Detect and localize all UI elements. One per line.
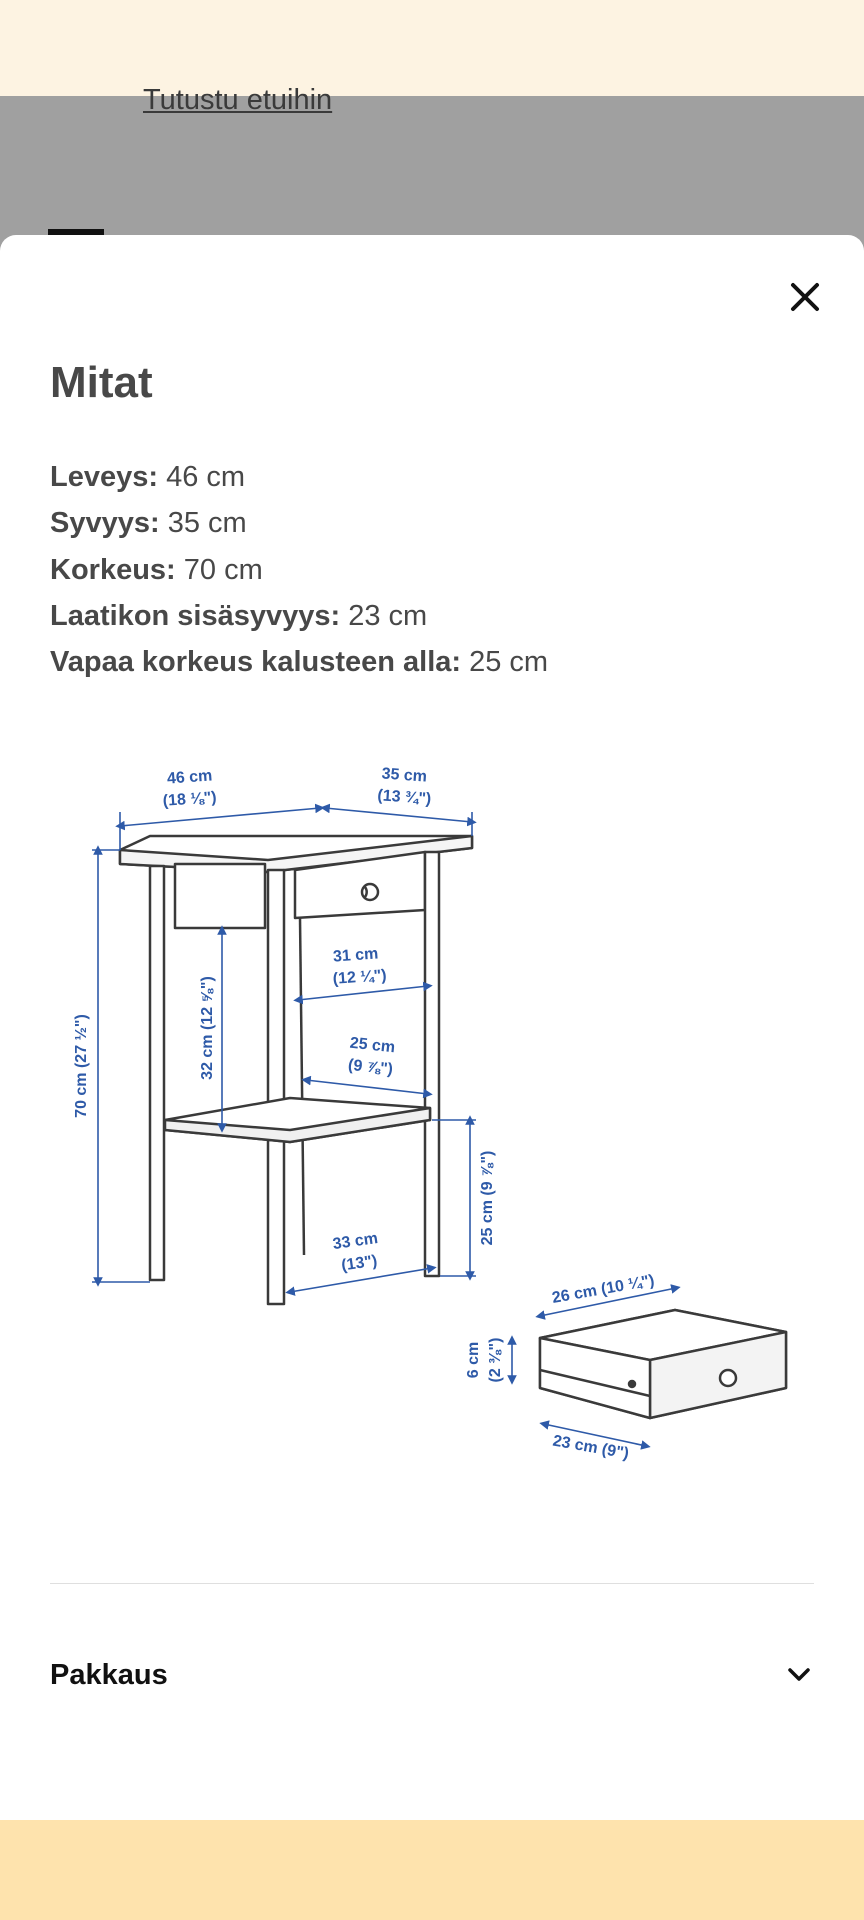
spec-label: Vapaa korkeus kalusteen alla: xyxy=(50,646,462,679)
packaging-accordion[interactable] xyxy=(50,1640,814,1710)
label-shelf-gap: 32 cm (12 ⅝") xyxy=(199,976,216,1080)
spec-row-depth xyxy=(50,500,548,546)
spec-label: Laatikon sisäsyvyys: xyxy=(50,599,341,632)
accordion-label: Pakkaus xyxy=(50,1658,168,1691)
bottom-bar xyxy=(0,1820,864,1920)
benefits-link[interactable]: Tutustu etuihin xyxy=(143,84,333,116)
spec-row-height xyxy=(50,547,548,593)
label-inner-depth-cm: 25 cm xyxy=(349,1034,396,1057)
label-inner-depth-in: (9 ⅞") xyxy=(347,1056,394,1079)
spec-row-width xyxy=(50,454,548,500)
spec-row-clearance xyxy=(50,639,548,685)
label-height: 70 cm (27 ½") xyxy=(73,1014,90,1118)
spec-label: Syvyys: xyxy=(50,507,160,540)
spec-value: 35 cm xyxy=(159,507,247,540)
dimension-drawing xyxy=(50,745,810,1485)
label-base-in: (13") xyxy=(340,1252,379,1275)
label-drawer-width: 26 cm (10 ¼") xyxy=(550,1272,656,1307)
spec-value: 70 cm xyxy=(175,553,263,586)
divider xyxy=(50,1583,814,1584)
spec-value: 23 cm xyxy=(340,599,428,632)
label-width-in: (18 ⅛") xyxy=(162,789,218,810)
drawer-outline xyxy=(540,1310,786,1418)
label-clearance: 25 cm (9 ⅞") xyxy=(479,1150,496,1246)
label-width-cm: 46 cm xyxy=(166,767,213,788)
nightstand-outline xyxy=(120,836,472,1304)
close-icon xyxy=(790,282,820,312)
top-banner xyxy=(0,0,864,96)
spec-label: Leveys: xyxy=(50,461,159,493)
label-inner-width-cm: 31 cm xyxy=(332,945,379,966)
spec-value: 46 cm xyxy=(158,461,246,493)
label-base-cm: 33 cm xyxy=(331,1229,380,1254)
label-drawer-depth: 23 cm (9") xyxy=(551,1432,631,1463)
spec-row-drawer-depth xyxy=(50,593,548,639)
label-depth-in: (13 ¾") xyxy=(376,787,432,808)
spec-value: 25 cm xyxy=(461,646,549,679)
sheet-title: Mitat xyxy=(50,358,153,407)
chevron-down-icon xyxy=(784,1660,814,1690)
dimension-list xyxy=(50,454,548,685)
label-depth-cm: 35 cm xyxy=(381,765,428,786)
label-inner-width-in: (12 ¼") xyxy=(332,967,388,988)
spec-label: Korkeus: xyxy=(50,553,176,586)
close-button[interactable] xyxy=(780,272,830,322)
label-drawer-height-cm: 6 cm xyxy=(465,1341,482,1379)
label-drawer-height-in: (2 ⅜") xyxy=(487,1337,504,1383)
